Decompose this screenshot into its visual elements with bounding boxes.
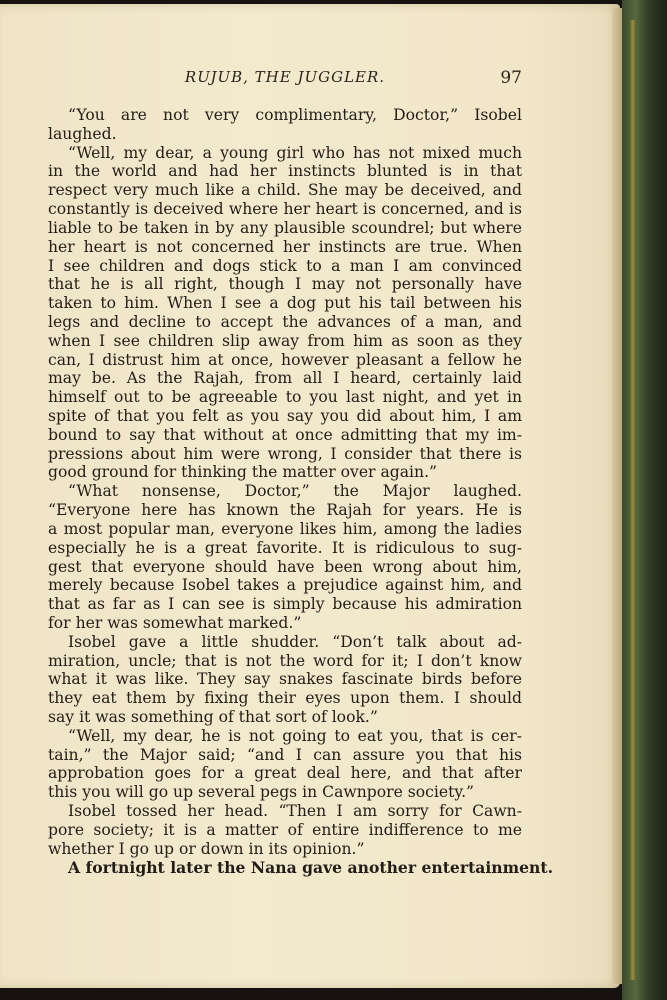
text-line: especially he is a great favorite. It is ridiculous to sug- [48, 538, 522, 557]
text-line: whether I go up or down in its opinion.” [48, 839, 365, 858]
text-line: in the world and had her instincts blunted is in that [48, 162, 522, 181]
text-line: “What nonsense, Doctor,” the Major laughed. [68, 482, 522, 501]
text-line: laughed. [48, 124, 117, 143]
text-line: this you will go up several pegs in Cawnpore society.” [48, 783, 475, 802]
text-line: when I see children slip away from him as soon as they [48, 331, 522, 350]
text-line: constantly is deceived where her heart is concerned, and is [48, 200, 522, 219]
text-line: himself out to be agreeable to you last night, and yet in [48, 388, 522, 407]
text-line: merely because Isobel takes a prejudice against him, and [48, 576, 522, 595]
text-line: say it was something of that sort of look.” [48, 708, 378, 726]
text-line: pressions about him were wrong, I consider that there is [48, 444, 522, 463]
text-line: legs and decline to accept the advances of a man, and [48, 312, 522, 331]
text-line: pore society; it is a matter of entire indifference to me [48, 820, 522, 839]
text-line: spite of that you felt as you say you did about him, I am [48, 407, 522, 425]
text-line: I see children and dogs stick to a man I am convinced [48, 256, 522, 275]
text-line: “Well, my dear, a young girl who has not mixed much [68, 143, 522, 162]
page-number: 97 [500, 68, 522, 88]
text-line: “You are not very complimentary, Doctor,” Isobel [68, 106, 522, 124]
text-line: a most popular man, everyone likes him, among the ladies [48, 519, 522, 538]
text-line: that he is all right, though I may not personally have [48, 275, 522, 294]
text-line: her heart is not concerned her instincts are true. When [48, 237, 522, 256]
text-line: liable to be taken in by any plausible scoundrel; but where [48, 218, 522, 237]
text-line: respect very much like a child. She may be deceived, and [48, 181, 522, 200]
text-line: that as far as I can see is simply because his admiration [48, 595, 522, 614]
cover-gold-rule [630, 20, 636, 980]
text-line: bound to say that without at once admitting that my im- [48, 425, 522, 444]
text-line: taken to him. When I see a dog put his tail between his [48, 294, 522, 313]
text-line: gest that everyone should have been wrong about him, [48, 557, 522, 576]
text-line: “Well, my dear, he is not going to eat you, that is cer- [68, 726, 522, 745]
running-title: RUJUB, THE JUGGLER. [184, 68, 386, 86]
text-line: for her was somewhat marked.” [48, 613, 302, 632]
text-line: they eat them by fixing their eyes upon them. I should [48, 689, 522, 708]
text-line: “Everyone here has known the Rajah for years. He is [48, 501, 522, 520]
text-line: good ground for thinking the matter over again.” [48, 463, 437, 482]
text-line: may be. As the Rajah, from all I heard, certainly laid [48, 369, 522, 388]
text-line: A fortnight later the Nana gave another entertainment. [68, 857, 554, 877]
body-text [48, 106, 554, 877]
text-line: Isobel tossed her head. “Then I am sorry for Cawn- [68, 802, 522, 821]
page-edge [612, 8, 622, 984]
page-header [48, 64, 522, 92]
text-line: tain,” the Major said; “and I can assure you that his [48, 745, 522, 764]
text-line: can, I distrust him at once, however pleasant a fellow he [48, 350, 522, 369]
text-line: approbation goes for a great deal here, and that after [48, 764, 522, 783]
text-line: what it was like. They say snakes fascinate birds before [48, 670, 522, 689]
book-cover-spine [622, 0, 667, 1000]
text-line: Isobel gave a little shudder. “Don’t talk about ad- [68, 632, 522, 651]
text-line: miration, uncle; that is not the word for it; I don’t know [48, 651, 522, 670]
